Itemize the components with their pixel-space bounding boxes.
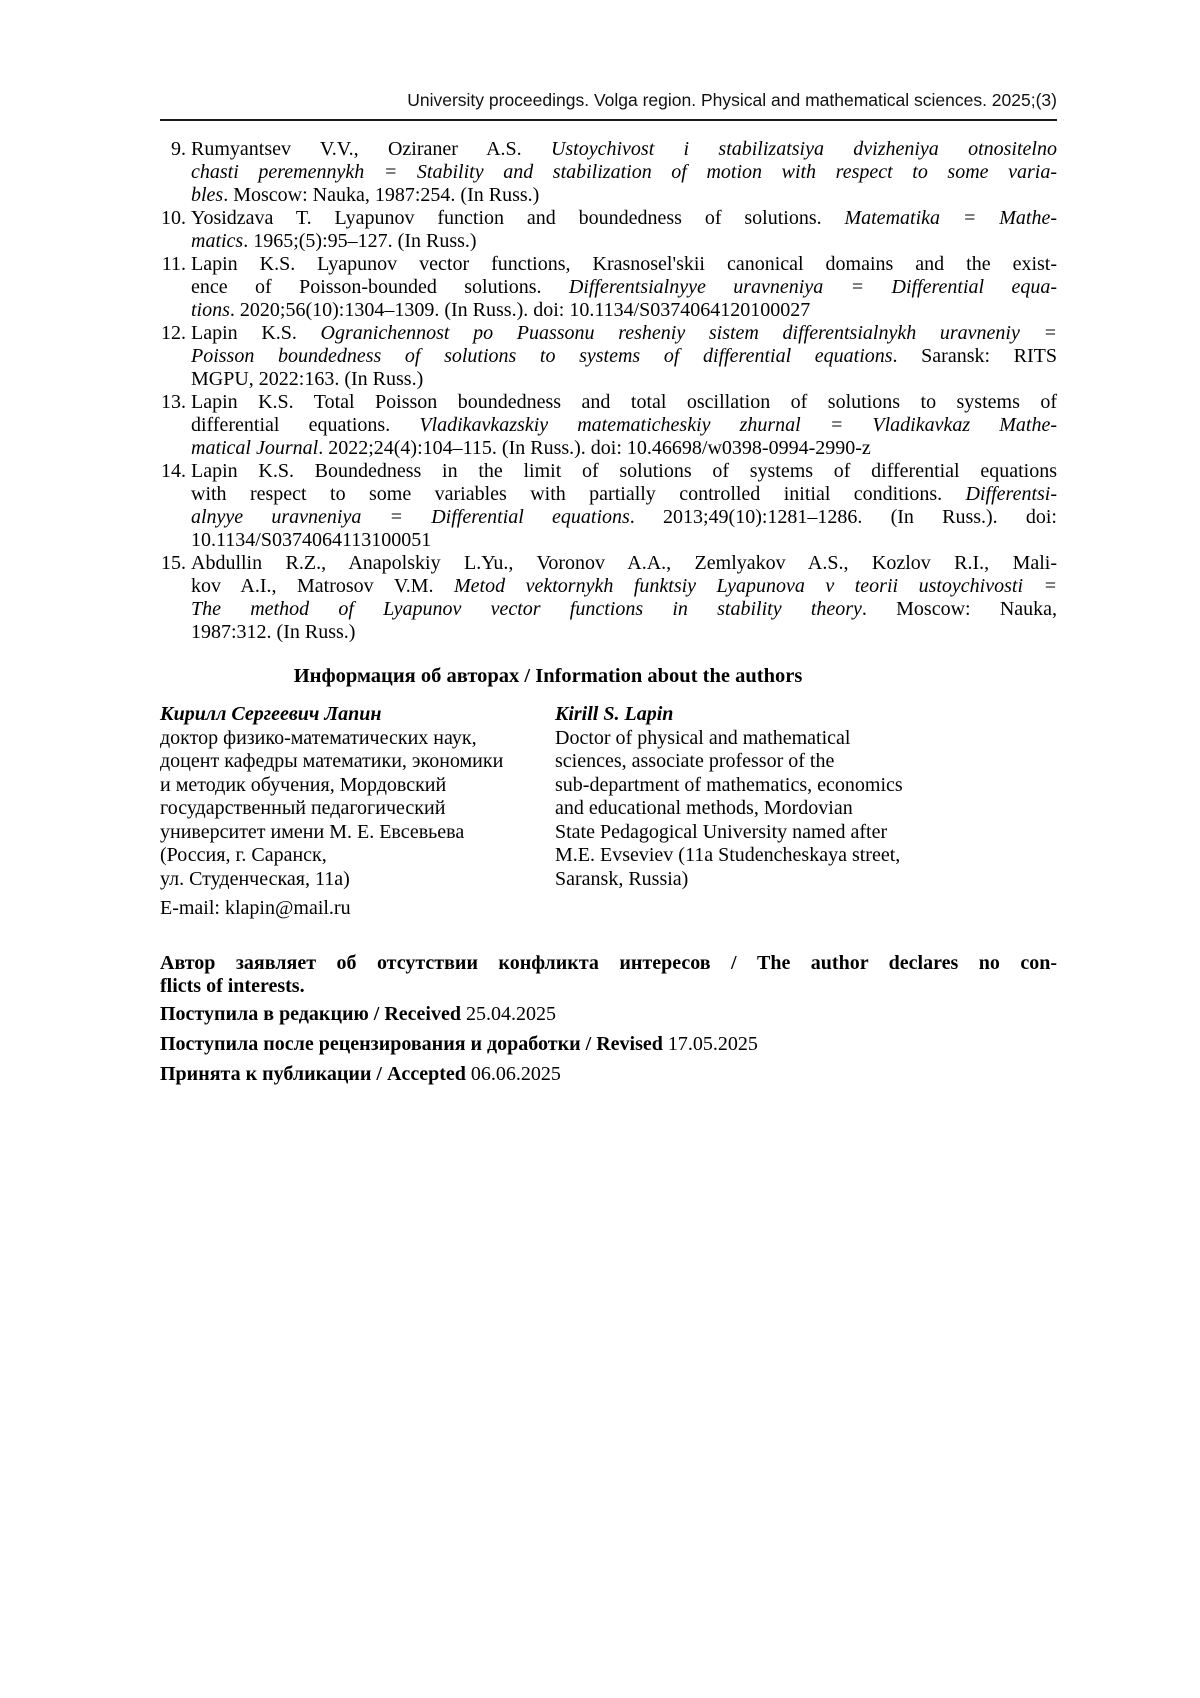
reference-line (191, 230, 1057, 253)
date-line (160, 1063, 1057, 1086)
author-detail-line: (Россия, г. Саранск, (160, 844, 327, 866)
text-run: Rumyantsev V.V., Oziraner A.S. (191, 138, 551, 160)
reference-item (160, 253, 1057, 322)
author-detail-line: государственный педагогический (160, 797, 446, 819)
date-label: Принята к публикации / Accepted (160, 1063, 466, 1085)
date-line (160, 1033, 1057, 1056)
reference-item (160, 391, 1057, 460)
date-label: Поступила в редакцию / Received (160, 1003, 461, 1025)
reference-line (191, 368, 1057, 391)
reference-line (191, 207, 1057, 230)
reference-number: 11. (161, 253, 186, 275)
reference-line (191, 414, 1057, 437)
content-area (160, 90, 1057, 1086)
author-details-ru (160, 727, 555, 892)
reference-line (191, 460, 1057, 483)
text-run: Lapin K.S. Total Poisson boundedness and total oscillation of solutions to systems of (191, 391, 1057, 413)
date-value: 25.04.2025 (460, 1003, 556, 1025)
reference-line (191, 299, 1057, 322)
reference-line (191, 598, 1057, 621)
reference-number: 13. (161, 391, 186, 413)
italic-run: Ustoychivost i stabilizatsiya dvizheniya otnositelno (550, 138, 1057, 160)
italic-run: Metod vektornykh funktsiy Lyapunova v teorii ustoychivosti = (454, 575, 1058, 597)
text-run: . 2022;24(4):104–115. (In Russ.). doi: 10.46698/w0398-0994-2990-z (318, 437, 871, 459)
date-value: 06.06.2025 (465, 1063, 561, 1085)
text-run: Lapin K.S. Boundedness in the limit of solutions of systems of differential equations (191, 460, 1057, 482)
reference-text (191, 322, 1057, 391)
author-column-ru (160, 703, 555, 891)
italic-run: Poisson boundedness of solutions to systems of differential equations (191, 345, 893, 367)
reference-item (160, 322, 1057, 391)
author-detail-line: и методик обучения, Мордовский (160, 773, 447, 796)
date-line (160, 1003, 1057, 1026)
reference-line (191, 437, 1057, 460)
italic-run: Ogranichennost po Puassonu resheniy sistem differentsialnykh uravneniy = (320, 322, 1057, 344)
text-run: MGPU, 2022:163. (In Russ.) (191, 368, 424, 390)
text-run: . Moscow: Nauka, (861, 598, 1058, 620)
reference-text (191, 253, 1057, 322)
author-detail-line: M.E. Evseviev (11a Studencheskaya street, (555, 844, 901, 866)
reference-line (191, 345, 1057, 368)
reference-line (191, 253, 1057, 276)
italic-run: Differentsi- (965, 483, 1057, 505)
italic-run: alnyye uravneniya = Differential equations (191, 506, 630, 528)
text-run: kov A.I., Matrosov V.M. (191, 575, 454, 597)
italic-run: The method of Lyapunov vector functions in stability theory (191, 598, 862, 620)
author-email: E-mail: klapin@mail.ru (160, 897, 351, 919)
reference-item (160, 552, 1057, 644)
reference-line (191, 322, 1057, 345)
text-run: ence of Poisson-bounded solutions. (191, 276, 569, 298)
author-detail-line: Saransk, Russia) (555, 867, 689, 890)
author-name-en: Kirill S. Lapin (555, 703, 674, 725)
reference-line (191, 529, 1057, 552)
author-detail-line: sciences, associate professor of the (555, 750, 835, 772)
text-run: . 2013;49(10):1281–1286. (In Russ.). doi: (629, 506, 1057, 528)
reference-number: 15. (161, 552, 186, 574)
reference-item (160, 207, 1057, 253)
author-detail-line: Doctor of physical and mathematical (555, 726, 851, 749)
reference-number: 14. (161, 460, 186, 482)
conflict-line: flicts of interests. (160, 975, 305, 997)
reference-item (160, 460, 1057, 552)
conflict-statement (160, 952, 1057, 998)
reference-line (191, 138, 1057, 161)
reference-line (191, 621, 1057, 644)
reference-line (191, 483, 1057, 506)
text-run: differential equations. (191, 414, 420, 436)
journal-running-header-text: University proceedings. Volga region. Physical and mathematical sciences. 2025;(3) (407, 90, 1057, 110)
text-run: 10.1134/S0374064113100051 (191, 529, 432, 551)
italic-run: matical Journal (191, 437, 319, 459)
reference-line (191, 552, 1057, 575)
authors-info-heading: Информация об авторах / Information about the authors (293, 665, 803, 687)
text-run: with respect to some variables with partially controlled initial conditions. (191, 483, 966, 505)
authors-block (160, 703, 1057, 891)
reference-line (191, 391, 1057, 414)
reference-number: 12. (161, 322, 186, 344)
author-details-en (555, 727, 1057, 892)
italic-run: tions (191, 299, 230, 321)
reference-text (191, 391, 1057, 460)
dates-block (160, 1003, 1057, 1086)
date-value: 17.05.2025 (662, 1033, 758, 1055)
text-run: . 1965;(5):95–127. (In Russ.) (243, 230, 477, 252)
author-detail-line: университет имени М. Е. Евсевьева (160, 820, 465, 843)
italic-run: Vladikavkazskiy matematicheskiy zhurnal = Vladikavkaz Mathe- (419, 414, 1057, 436)
author-detail-line: State Pedagogical University named after (555, 820, 888, 843)
author-detail-line: ул. Студенческая, 11а) (160, 867, 350, 890)
reference-text (191, 460, 1057, 552)
text-run: Lapin K.S. (191, 322, 321, 344)
reference-line (191, 184, 1057, 207)
reference-line (191, 276, 1057, 299)
reference-line (191, 161, 1057, 184)
journal-running-header (160, 90, 1057, 121)
italic-run: Matematika = Mathe- (844, 207, 1057, 229)
italic-run: chasti peremennykh = Stability and stabilization of motion with respect to some varia- (191, 161, 1057, 183)
italic-run: Differentsialnyye uravneniya = Differential equa- (568, 276, 1058, 298)
reference-number: 9. (171, 138, 186, 160)
text-run: Lapin K.S. Lyapunov vector functions, Krasnosel'skii canonical domains and the exist- (191, 253, 1057, 275)
reference-text (191, 138, 1057, 207)
text-run: 1987:312. (In Russ.) (191, 621, 356, 643)
author-detail-line: доцент кафедры математики, экономики (160, 750, 504, 772)
author-detail-line: доктор физико-математических наук, (160, 726, 477, 749)
italic-run: matics (191, 230, 244, 252)
author-column-en (555, 703, 1057, 891)
reference-text (191, 207, 1057, 253)
conflict-line: Автор заявляет об отсутствии конфликта интересов / The author declares no con- (160, 952, 1057, 974)
text-run: . Moscow: Nauka, 1987:254. (In Russ.) (223, 184, 540, 206)
text-run: . Saransk: RITS (892, 345, 1058, 367)
author-detail-line: and educational methods, Mordovian (555, 797, 853, 819)
reference-text (191, 552, 1057, 644)
reference-number: 10. (161, 207, 186, 229)
text-run: Yosidzava T. Lyapunov function and boundedness of solutions. (191, 207, 845, 229)
text-run: Abdullin R.Z., Anapolskiy L.Yu., Voronov A.A., Zemlyakov A.S., Kozlov R.I., Mali- (191, 552, 1057, 574)
author-detail-line: sub-department of mathematics, economics (555, 773, 903, 796)
reference-list (160, 138, 1057, 644)
reference-line (191, 575, 1057, 598)
reference-line (191, 506, 1057, 529)
italic-run: bles (191, 184, 224, 206)
date-label: Поступила после рецензирования и доработки / Revised (160, 1033, 663, 1055)
author-name-ru: Кирилл Сергеевич Лапин (160, 703, 382, 725)
text-run: . 2020;56(10):1304–1309. (In Russ.). doi: 10.1134/S0374064120100027 (229, 299, 811, 321)
reference-item (160, 138, 1057, 207)
